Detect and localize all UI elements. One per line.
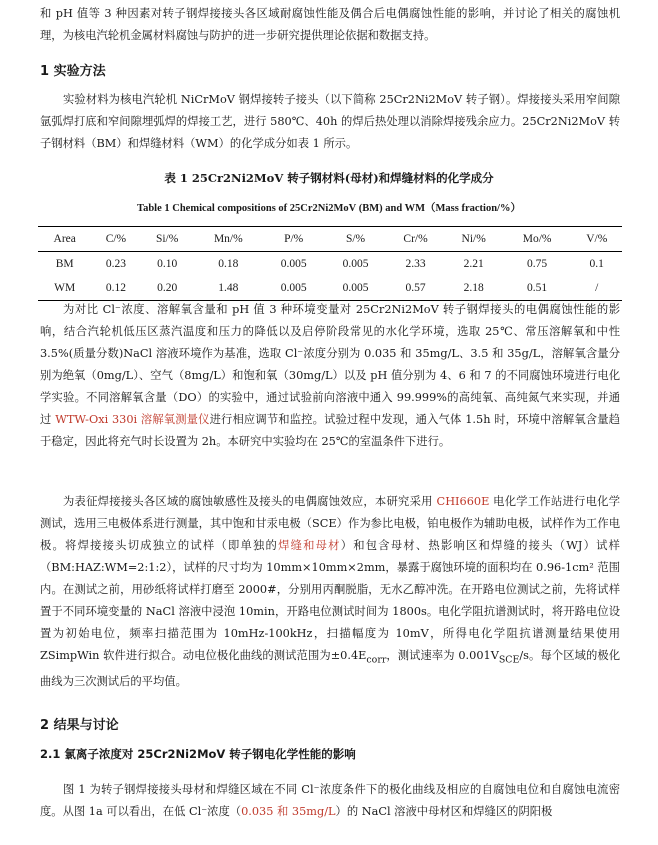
table-cell: 0.005 bbox=[280, 282, 307, 294]
table-cell: WM bbox=[54, 282, 76, 294]
table-1-caption-en: Table 1 Chemical compositions of 25Cr2Ni2MoV (BM) and WM（Mass fraction/%） bbox=[137, 203, 521, 214]
table-cell: 0.18 bbox=[218, 258, 239, 270]
table-cell: 0.005 bbox=[342, 258, 369, 270]
header-cr: Cr/% bbox=[403, 233, 428, 245]
header-area: Area bbox=[53, 233, 76, 245]
electrochem-method-paragraph: 为表征焊接接头各区域的腐蚀敏感性及接头的电偶腐蚀效应，本研究采用 CHI660E 电化学工作站进行电化学测试，选用三电极体系进行测量，其中饱和甘汞电极（SCE）作为参比电极，铂电极作为辅助电极，试样作为工作电极。将焊接接头切成独立的试样（即单独的焊缝和母材）和包含母材、热影响区和焊缝的接头（WJ）试样（BM:HAZ:WM=2:1:2），试样的尺寸均为 10mm×10mm×2mm，暴露于腐蚀环境的面积均在 0.96-1cm² 范围内。在测试之前，用砂纸将试样打磨至 2000#，分别用丙酮脱脂，无水乙醇冲洗。在开路电位测试之前，先将试样置于不同环境变量的 NaCl 溶液中浸泡 10min，开路电位测试时间为 1800s。电化学阻抗谱测试时，将开路电位设置为初始电位，频率扫描范围为 10mHz-100kHz，扫描幅度为 10mV，所得电化学阻抗谱测量结果使用 ZSimpWin 软件进行拟合。动电位极化曲线的测试范围为$\pm 0.4E_{corr}$，测试速率为 $0.001V_{SCE}/s$。每个区域的极化曲线为三次测试后的平均值。 bbox=[40, 495, 621, 689]
table-header-row bbox=[38, 227, 622, 252]
table-cell: 2.21 bbox=[463, 258, 484, 270]
composition-table bbox=[38, 226, 622, 301]
chloride-results-paragraph: 图 1 为转子钢焊接接头母材和焊缝区域在不同 Cl⁻浓度条件下的极化曲线及相应的自腐蚀电位和自腐蚀电流密度。从图 1a 可以看出，在低 Cl⁻浓度（0.035 和 35mg/L）的 NaCl 溶液中母材区和焊缝区的阴阳极 bbox=[40, 783, 620, 818]
table-cell: 0.005 bbox=[342, 282, 369, 294]
chloride-conc-highlight: 0.035 和 35mg/L bbox=[241, 805, 336, 818]
intro-tail-paragraph: 和 pH 值等 3 种因素对转子钢焊接接头各区域耐腐蚀性能及偶合后电偶腐蚀性能的影响，并讨论了相关的腐蚀机理，为核电汽轮机金属材料腐蚀与防护的进一步研究提供理论依据和数据支持。 bbox=[40, 7, 620, 42]
header-s: S/% bbox=[345, 233, 366, 245]
section-1-heading: 1 实验方法 bbox=[40, 64, 106, 79]
section-2-1-heading: 2.1 氯离子浓度对 25Cr2Ni2MoV 转子钢电化学性能的影响 bbox=[40, 747, 356, 761]
table-cell: 2.33 bbox=[405, 258, 426, 270]
materials-paragraph: 实验材料为核电汽轮机 NiCrMoV 钢焊接转子接头（以下简称 25Cr2Ni2MoV 转子钢）。焊接接头采用窄间隙氩弧焊打底和窄间隙埋弧焊的焊接工艺，进行 580℃、40h 的焊后热处理以消除焊接残余应力。25Cr2Ni2MoV 转子钢材料（BM）和焊缝材料（WM）的化学成分如表 1 所示。 bbox=[40, 93, 620, 150]
section-2-heading: 2 结果与讨论 bbox=[40, 718, 119, 733]
table-cell: 0.57 bbox=[405, 282, 426, 294]
table-cell: 0.005 bbox=[280, 258, 307, 270]
header-mo: Mo/% bbox=[522, 233, 552, 245]
header-ni: Ni/% bbox=[461, 233, 486, 245]
table-cell: 0.51 bbox=[527, 282, 548, 294]
weld-base-highlight: 焊缝和母材 bbox=[278, 539, 341, 552]
header-p: P/% bbox=[284, 233, 304, 245]
workstation-highlight: CHI660E bbox=[436, 495, 490, 508]
table-cell: 0.12 bbox=[105, 282, 126, 294]
table-cell: 0.23 bbox=[105, 258, 126, 270]
table-cell: 1.48 bbox=[218, 282, 239, 294]
table-cell: 0.75 bbox=[527, 258, 548, 270]
oxygen-meter-highlight: WTW-Oxi 330i 溶解氧测量仪 bbox=[55, 413, 210, 426]
header-v: V/% bbox=[586, 233, 608, 245]
table-cell: 0.20 bbox=[157, 282, 178, 294]
header-si: Si/% bbox=[155, 233, 179, 245]
table-cell: / bbox=[595, 282, 599, 294]
table-1-caption-cn: 表 1 25Cr2Ni2MoV 转子钢材料(母材)和焊缝材料的化学成分 bbox=[164, 171, 494, 185]
header-c: C/% bbox=[105, 233, 127, 245]
table-cell: 0.10 bbox=[157, 258, 178, 270]
table-row bbox=[38, 276, 622, 301]
table-row bbox=[38, 252, 622, 277]
table-cell: 2.18 bbox=[463, 282, 484, 294]
table-cell: 0.1 bbox=[589, 258, 604, 270]
header-mn: Mn/% bbox=[213, 233, 243, 245]
environment-paragraph: 为对比 Cl⁻浓度、溶解氧含量和 pH 值 3 种环境变量对 25Cr2Ni2MoV 转子钢焊接头的电偶腐蚀性能的影响，结合汽轮机低压区蒸汽温度和压力的降低以及启停阶段常见的水化学环境，选取 25℃、常压溶解氧和中性 3.5%(质量分数)NaCl 溶液环境作为基准，选取 Cl⁻浓度分别为 0.035 和 35mg/L、3.5 和 35g/L，溶解氧含量分别为绝氧（0mg/L）、空气（8mg/L）和饱和氧（30mg/L）以及 pH 值分别为 4、6 和 7 的不同腐蚀环境进行电化学实验。不同溶解氧含量（DO）的实验中，通过试验前向溶液中通入 99.999%的高纯氧、高纯氮气来实现，并通过 WTW-Oxi 330i 溶解氧测量仪进行相应调节和监控。试验过程中发现，通入气体 1.5h 时，环境中溶解氧含量趋于稳定，因此将充气时长设置为 2h。本研究中实验均在 25℃的室温条件下进行。 bbox=[40, 303, 621, 448]
table-cell: BM bbox=[55, 258, 74, 270]
